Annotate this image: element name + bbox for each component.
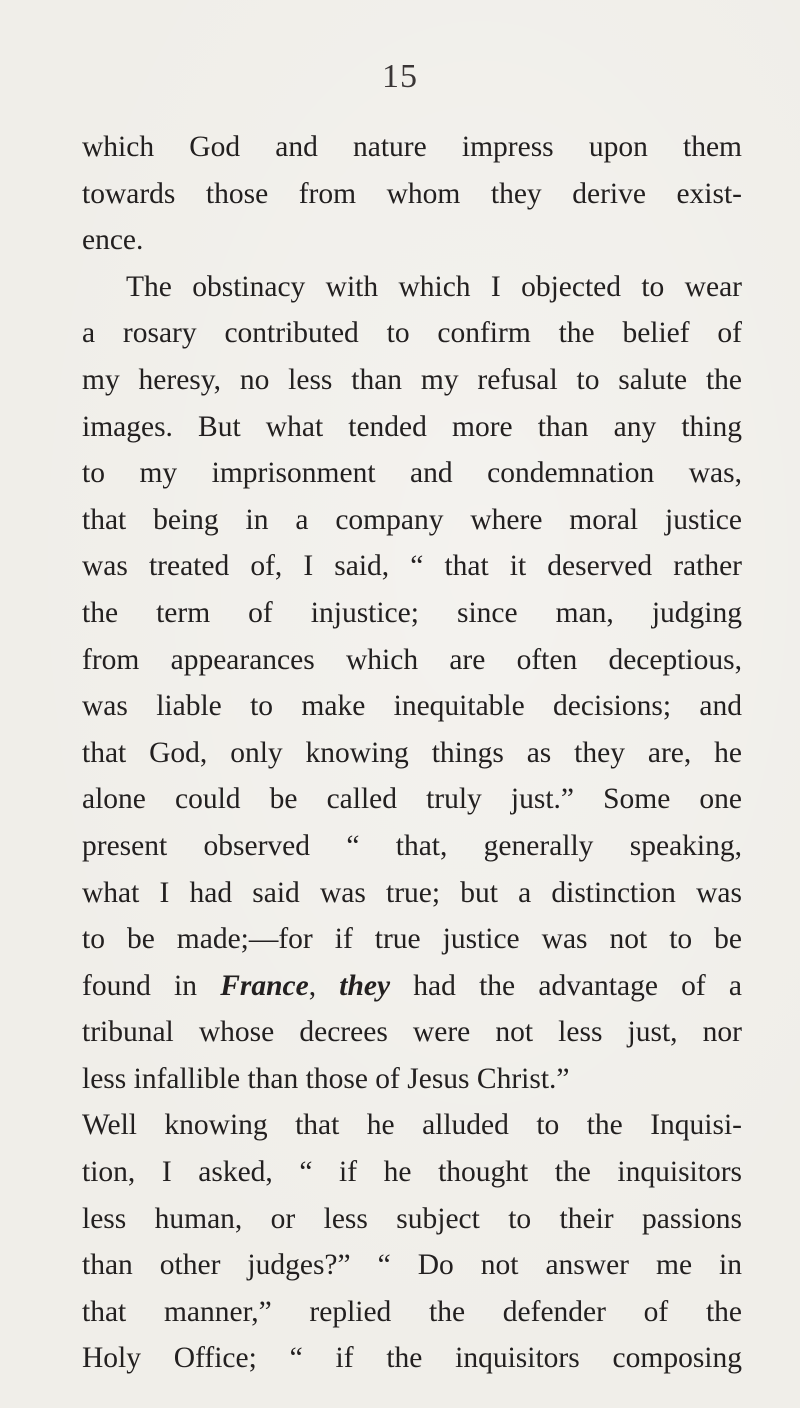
- text-segment: had the advantage of a: [390, 969, 743, 1002]
- text-line: tribunal whose decrees were not less just, nor: [82, 1016, 742, 1049]
- text-line: present observed “ that, generally speaking,: [82, 829, 742, 862]
- text-line: what I had said was true; but a distinction was: [82, 876, 742, 909]
- text-line: The obstinacy with which I objected to wear: [126, 270, 742, 303]
- text-line: that God, only knowing things as they are, he: [82, 736, 742, 769]
- text-line: than other judges?” “ Do not answer me in: [82, 1249, 742, 1282]
- text-line: a rosary contributed to confirm the belief of: [82, 317, 742, 350]
- text-line: to be made;—for if true justice was not to be: [82, 923, 742, 956]
- text-line: that being in a company where moral justice: [82, 503, 742, 536]
- page-number: 15: [382, 58, 418, 95]
- text-line: my heresy, no less than my refusal to salute the: [82, 363, 742, 396]
- body-text: [82, 124, 742, 1382]
- text-line: was treated of, I said, “ that it deserved rather: [82, 550, 742, 583]
- italic-word-france: France: [220, 969, 309, 1002]
- text-line: less human, or less subject to their passions: [82, 1202, 742, 1235]
- text-line: was liable to make inequitable decisions; and: [82, 690, 742, 723]
- text-line: Well knowing that he alluded to the Inquisi-: [82, 1109, 742, 1142]
- italic-word-they: they: [339, 969, 391, 1002]
- text-line: towards those from whom they derive exist-: [82, 177, 742, 210]
- text-line: images. But what tended more than any thing: [82, 410, 742, 443]
- text-line: ence.: [82, 224, 144, 257]
- text-line: from appearances which are often deceptious,: [82, 643, 742, 676]
- text-line: that manner,” replied the defender of the: [82, 1295, 742, 1328]
- text-line: the term of injustice; since man, judging: [82, 596, 742, 629]
- text-segment: found in: [82, 969, 221, 1002]
- text-line: tion, I asked, “ if he thought the inquisitors: [82, 1156, 742, 1189]
- text-line-with-italics: [82, 963, 742, 1010]
- text-line: Holy Office; “ if the inquisitors composing: [82, 1342, 742, 1375]
- text-line: alone could be called truly just.” Some one: [82, 783, 742, 816]
- text-line: to my imprisonment and condemnation was,: [82, 457, 742, 490]
- text-line: less infallible than those of Jesus Christ.”: [82, 1062, 570, 1095]
- text-line: which God and nature impress upon them: [82, 131, 742, 163]
- text-segment: ,: [308, 969, 340, 1002]
